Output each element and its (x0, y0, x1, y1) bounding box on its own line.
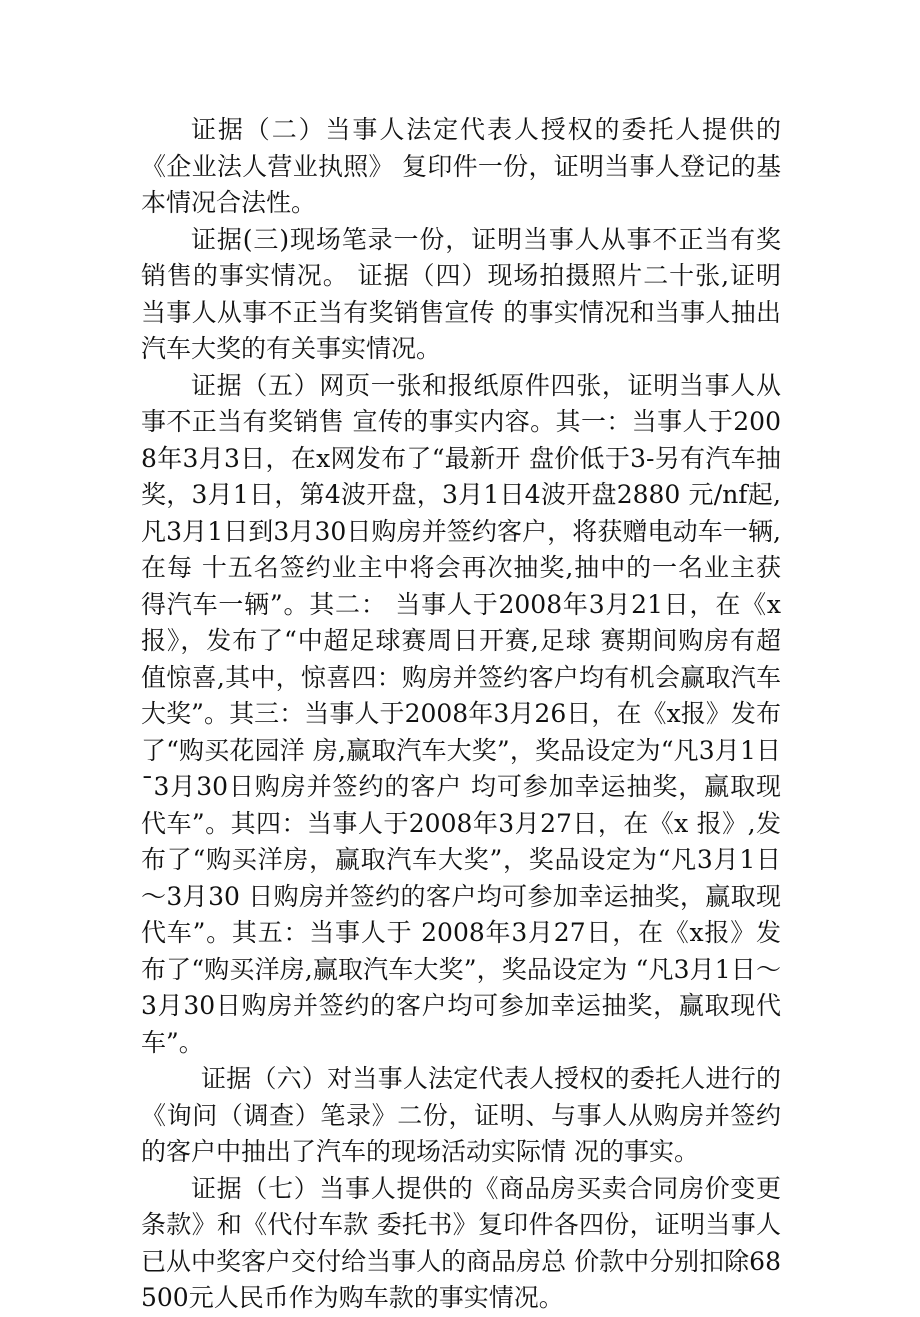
evidence-5-paragraph: 证据（五）网页一张和报纸原件四张，证明当事人从事不正当有奖销售 宣传的事实内容。其一：当事人于2008年3月3日，在x网发布了“最新开 盘价低于3-另有汽车抽奖，3月1日，第4波开盘，3月1日4波开盘2880 元/nf起,凡3月1日到3月30日购房并签约客户，将获赠电动车一辆,在每 十五名签约业主中将会再次抽奖,抽中的一名业主获得汽车一辆”。其二： 当事人于2008年3月21日，在《x报》，发布了“中超足球赛周日开赛,足球 赛期间购房有超值惊喜,其中，惊喜四：购房并签约客户均有机会赢取汽车 大奖”。其三：当事人于2008年3月26日，在《x报》发布了“购买花园洋 房,赢取汽车大奖”，奖品设定为“凡3月1日¯3月30日购房并签约的客户 均可参加幸运抽奖，赢取现代车”。其四：当事人于2008年3月27日，在《x 报》,发布了“购买洋房，赢取汽车大奖”，奖品设定为“凡3月1日～3月30 日购房并签约的客户均可参加幸运抽奖，赢取现代车”。其五：当事人于 2008年3月27日，在《x报》发布了“购买洋房,赢取汽车大奖”，奖品设定为 “凡3月1日～3月30日购房并签约的客户均可参加幸运抽奖，赢取现代 车”。 (141, 370, 781, 1057)
evidence-6-paragraph: 证据（六）对当事人法定代表人授权的委托人进行的《询问（调查）笔录》二份，证明、与事人从购房并签约的客户中抽出了汽车的现场活动实际情 况的事实。 (141, 1064, 781, 1166)
evidence-7-paragraph: 证据（七）当事人提供的《商品房买卖合同房价变更条款》和《代付车款 委托书》复印件各四份，证明当事人已从中奖客户交付给当事人的商品房总 价款中分别扣除68500元人民币作为购车款的事实情况。 (141, 1173, 781, 1312)
document-page (141, 112, 781, 1317)
evidence-2-paragraph: 证据（二）当事人法定代表人授权的委托人提供的《企业法人营业执照》 复印件一份，证明当事人登记的基本情况合法性。 (141, 115, 781, 217)
evidence-3-4-paragraph: 证据(三)现场笔录一份，证明当事人从事不正当有奖销售的事实情况。 证据（四）现场拍摄照片二十张,证明当事人从事不正当有奖销售宣传 的事实情况和当事人抽出汽车大奖的有关事实情况。 (141, 224, 781, 363)
